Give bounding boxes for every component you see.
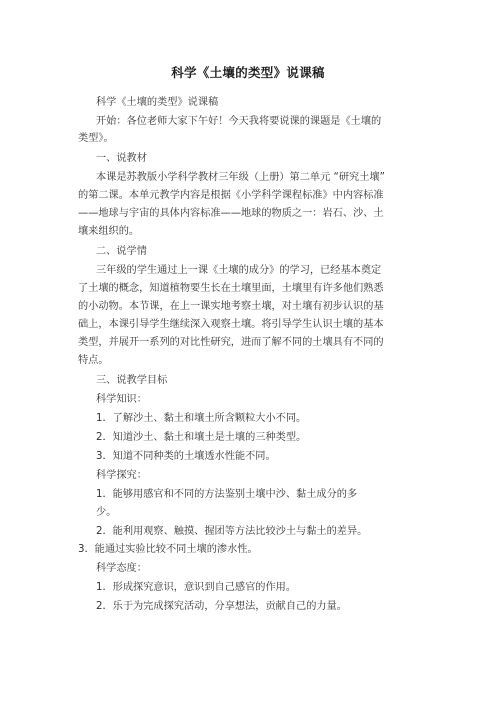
section-heading: 二、说学情 — [96, 246, 147, 257]
list-item: 2．能利用观察、触摸、握团等方法比较沙土与黏土的差异。 — [96, 526, 368, 537]
document-title: 科学《土壤的类型》说课稿 — [171, 65, 325, 80]
list-item-continuation: 少。 — [96, 507, 117, 518]
list-item: 3．知道不同种类的土壤透水性能不同。 — [96, 451, 276, 462]
subsection-heading: 科学态度： — [96, 563, 147, 574]
paragraph-line: 三年级的学生通过上一课《土壤的成分》的学习，已经基本奠定 — [96, 265, 382, 276]
subsection-heading: 科学知识： — [96, 394, 147, 405]
list-item: 2．知道沙土、黏土和壤土是土壤的三种类型。 — [96, 432, 307, 443]
list-item: 1．能够用感官和不同的方法鉴别土壤中沙、黏土成分的多 — [96, 489, 358, 500]
section-heading: 三、说教学目标 — [96, 375, 168, 386]
paragraph-line: 开始：各位老师大家下午好！今天我将要说课的课题是《土壤的 — [96, 116, 382, 127]
list-item: 1．了解沙土、黏土和壤土所含颗粒大小不同。 — [96, 413, 307, 424]
subtitle-line: 科学《土壤的类型》说课稿 — [96, 97, 219, 108]
paragraph-line: 壤来组织的。 — [78, 226, 140, 237]
paragraph-line: 类型，并展开一系列的对比性研究，进而了解不同的土壤具有不同的 — [78, 337, 384, 348]
paragraph-line: 本课是苏教版小学科学教材三年级（上册）第二单元 “研究土壤” — [96, 172, 385, 183]
paragraph-line: 特点。 — [78, 355, 109, 366]
section-heading: 一、说教材 — [96, 153, 147, 164]
subsection-heading: 科学探究： — [96, 470, 147, 481]
list-item: 3．能通过实验比较不同土壤的渗水性。 — [78, 544, 258, 555]
paragraph-line: 了土壤的概念，知道植物要生长在土壤里面，土壤里有许多他们熟悉 — [78, 283, 384, 294]
paragraph-line: 的第二课。本单元教学内容是根据《小学科学课程标准》中内容标准 — [78, 190, 384, 201]
list-item: 1．形成探究意识，意识到自己感官的作用。 — [96, 582, 297, 593]
paragraph-line: 的小动物。本节课，在上一课实地考察土壤，对土壤有初步认识的基 — [78, 301, 384, 312]
paragraph-line: 类型》。 — [78, 133, 114, 144]
paragraph-line: ——地球与宇宙的具体内容标准——地球的物质之一：岩石、沙、土 — [78, 208, 384, 219]
paragraph-line: 础上，本课引导学生继续深入观察土壤。将引导学生认识土壤的基本 — [78, 319, 384, 330]
list-item: 2．乐于为完成探究活动，分享想法，贡献自己的力量。 — [96, 601, 347, 612]
